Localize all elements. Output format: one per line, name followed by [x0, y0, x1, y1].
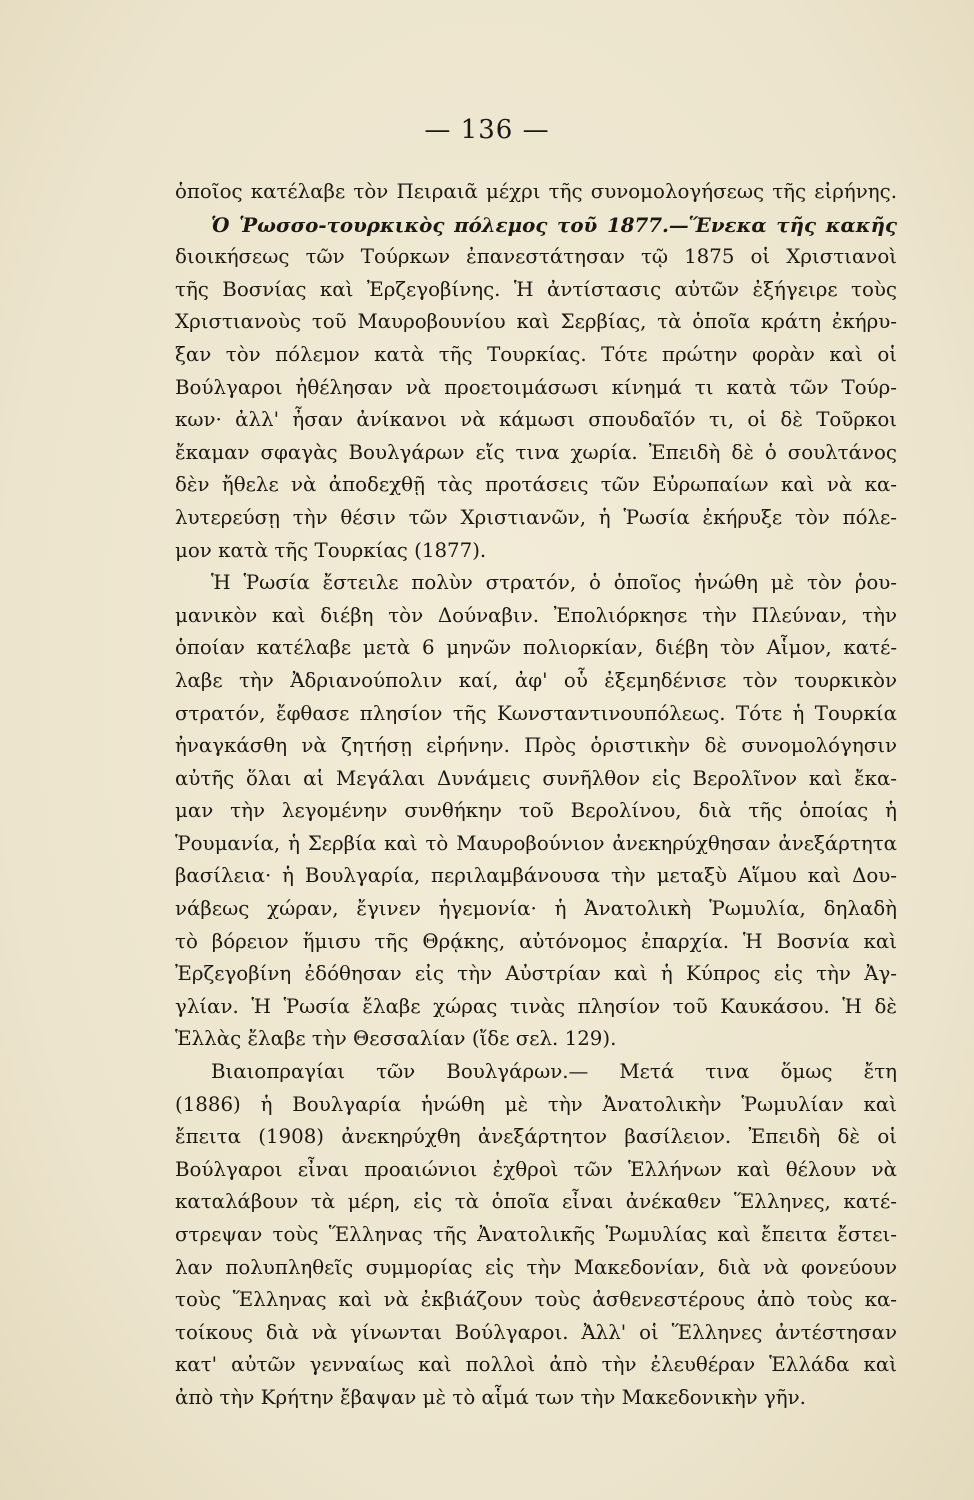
text-line: καταλάβουν τὰ μέρη, εἰς τὰ ὁποῖα εἶναι ἀνέκαθεν Ἕλληνες, κατέ-	[175, 1190, 897, 1214]
text-line: μον κατὰ τῆς Τουρκίας (1877).	[175, 538, 487, 562]
text-line: Βούλγαροι εἶναι προαιώνιοι ἐχθροὶ τῶν Ἑλλήνων καὶ θέλουν νὰ	[175, 1157, 897, 1181]
text-line: τοίκους διὰ νὰ γίνωνται Βούλγαροι. Ἀλλ' οἱ Ἕλληνες ἀντέστησαν	[175, 1320, 897, 1344]
body-text	[175, 176, 897, 1415]
text-line: νάβεως χώραν, ἔγινεν ἡγεμονία· ἡ Ἀνατολικὴ Ῥωμυλία, δηλαδὴ	[175, 897, 897, 921]
text-line: μανικὸν καὶ διέβη τὸν Δούναβιν. Ἐπολιόρκησε τὴν Πλεύναν, τὴν	[175, 603, 897, 627]
text-line: λαν πολυπληθεῖς συμμορίας εἰς τὴν Μακεδονίαν, διὰ νὰ φονεύουν	[175, 1255, 897, 1279]
page-number: — 136 —	[424, 115, 550, 145]
text-line: (1886) ἡ Βουλγαρία ἡνώθη μὲ τὴν Ἀνατολικὴν Ῥωμυλίαν καὶ	[175, 1092, 897, 1116]
text-line: δὲν ἤθελε νὰ ἀποδεχθῇ τὰς προτάσεις τῶν Εὐρωπαίων καὶ νὰ κα-	[175, 473, 897, 497]
text-line: ὁποίαν κατέλαβε μετὰ 6 μηνῶν πολιορκίαν, διέβη τὸν Αἷμον, κατέ-	[175, 636, 897, 660]
text-line: Ἐρζεγοβίνη ἐδόθησαν εἰς τὴν Αὐστρίαν καὶ ἡ Κύπρος εἰς τὴν Ἀγ-	[175, 962, 897, 986]
text-line: Βούλγαροι ἠθέλησαν νὰ προετοιμάσωσι κίνημά τι κατὰ τῶν Τούρ-	[175, 375, 897, 399]
section-heading-line: Ὁ Ῥωσσο-τουρκικὸς πόλεμος τοῦ 1877.—Ἕνεκα τῆς κακῆς	[211, 212, 897, 237]
text-line: κων· ἀλλ' ἦσαν ἀνίκανοι νὰ κάμωσι σπουδαῖόν τι, οἱ δὲ Τοῦρκοι	[175, 408, 897, 432]
text-line: Ἑλλὰς ἔλαβε τὴν Θεσσαλίαν (ἴδε σελ. 129).	[175, 1027, 617, 1051]
text-line: ἔπειτα (1908) ἀνεκηρύχθη ἀνεξάρτητον βασίλειον. Ἐπειδὴ δὲ οἱ	[175, 1125, 897, 1149]
text-line: Ῥουμανία, ἡ Σερβία καὶ τὸ Μαυροβούνιον ἀνεκηρύχθησαν ἀνεξάρτητα	[175, 831, 897, 855]
text-line: βασίλεια· ἡ Βουλγαρία, περιλαμβάνουσα τὴν μεταξὺ Αἵμου καὶ Δου-	[175, 864, 897, 888]
text-line: ξαν τὸν πόλεμον κατὰ τῆς Τουρκίας. Τότε πρώτην φορὰν καὶ οἱ	[175, 342, 897, 366]
text-line: διοικήσεως τῶν Τούρκων ἐπανεστάτησαν τῷ 1875 οἱ Χριστιανοὶ	[175, 245, 897, 269]
text-line: κατ' αὐτῶν γενναίως καὶ πολλοὶ ἀπὸ τὴν ἐλευθέραν Ἑλλάδα καὶ	[175, 1353, 897, 1377]
text-line: ὁποῖος κατέλαβε τὸν Πειραιᾶ μέχρι τῆς συνομολογήσεως τῆς εἰρήνης.	[175, 180, 897, 203]
text-line: στρεψαν τοὺς Ἕλληνας τῆς Ἀνατολικῆς Ῥωμυλίας καὶ ἔπειτα ἔστει-	[175, 1223, 897, 1246]
text-line: λαβε τὴν Ἀδριανούπολιν καί, ἀφ' οὗ ἐξεμηδένισε τὸν τουρκικὸν	[175, 668, 897, 692]
text-line: μαν τὴν λεγομένην συνθήκην τοῦ Βερολίνου, διὰ τῆς ὁποίας ἡ	[175, 799, 897, 823]
text-line: Χριστιανοὺς τοῦ Μαυροβουνίου καὶ Σερβίας, τὰ ὁποῖα κράτη ἐκήρυ-	[175, 310, 897, 334]
section-heading-line: Βιαιοπραγίαι τῶν Βουλγάρων.— Μετά τινα ὅμως ἔτη	[211, 1060, 897, 1084]
text-line: λυτερεύσῃ τὴν θέσιν τῶν Χριστιανῶν, ἡ Ῥωσία ἐκήρυξε τὸν πόλε-	[175, 505, 897, 529]
text-line: ἀπὸ τὴν Κρήτην ἔβαψαν μὲ τὸ αἷμά των τὴν Μακεδονικὴν γῆν.	[175, 1385, 806, 1409]
text-line: ἔκαμαν σφαγὰς Βουλγάρων εἴς τινα χωρία. Ἐπειδὴ δὲ ὁ σουλτάνος	[175, 440, 897, 464]
text-line: στρατόν, ἔφθασε πλησίον τῆς Κωνσταντινουπόλεως. Τότε ἡ Τουρκία	[175, 701, 897, 725]
text-line: ἠναγκάσθη νὰ ζητήσῃ εἰρήνην. Πρὸς ὁριστικὴν δὲ συνομολόγησιν	[175, 734, 897, 758]
text-line: τὸ βόρειον ἥμισυ τῆς Θρᾴκης, αὐτόνομος ἐπαρχία. Ἡ Βοσνία καὶ	[175, 929, 897, 953]
text-line: τῆς Βοσνίας καὶ Ἐρζεγοβίνης. Ἡ ἀντίστασις αὐτῶν ἐξήγειρε τοὺς	[175, 277, 897, 301]
text-line: Ἡ Ῥωσία ἔστειλε πολὺν στρατόν, ὁ ὁποῖος ἡνώθη μὲ τὸν ῥου-	[211, 571, 897, 595]
text-line: αὐτῆς ὅλαι αἱ Μεγάλαι Δυνάμεις συνῆλθον εἰς Βερολῖνον καὶ ἔκα-	[175, 766, 897, 790]
text-line: τοὺς Ἕλληνας καὶ νὰ ἐκβιάζουν τοὺς ἀσθενεστέρους ἀπὸ τοὺς κα-	[175, 1288, 897, 1312]
text-line: γλίαν. Ἡ Ῥωσία ἔλαβε χώρας τινὰς πλησίον τοῦ Καυκάσου. Ἡ δὲ	[175, 994, 897, 1018]
